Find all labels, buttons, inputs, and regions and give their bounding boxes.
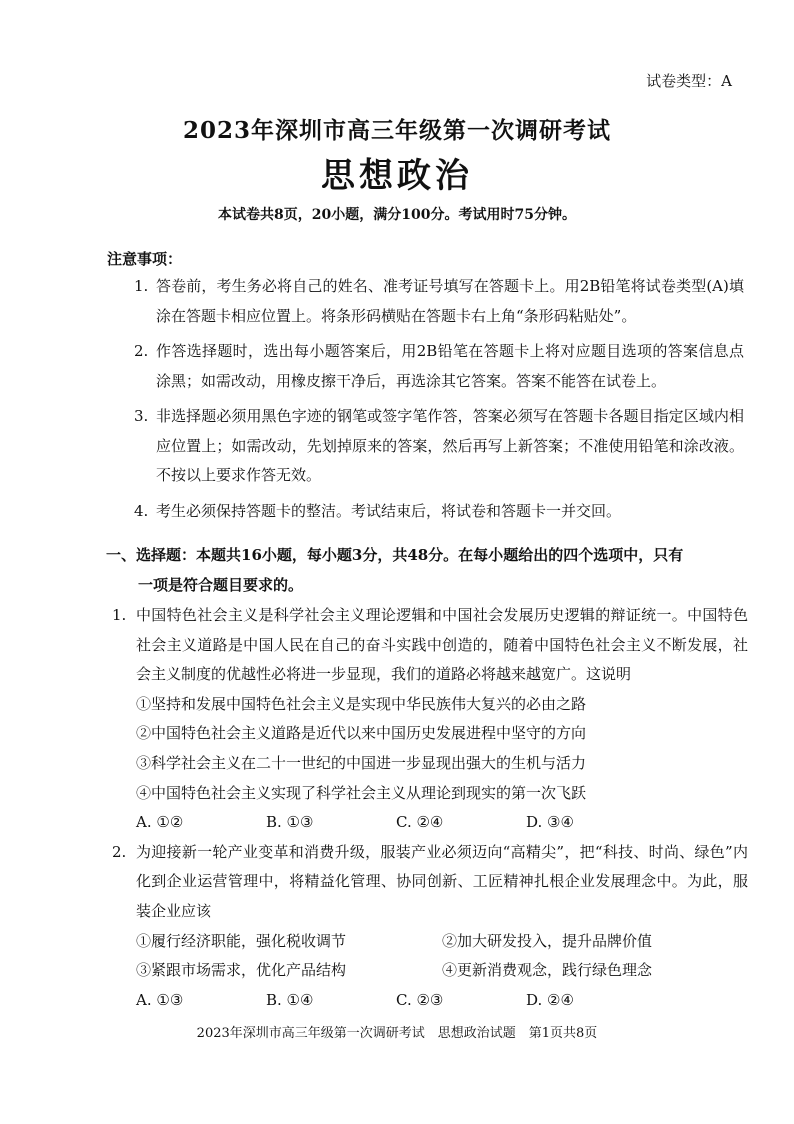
question-1 (112, 601, 748, 838)
notice-item (134, 497, 744, 527)
question-number: 2. (112, 842, 127, 861)
question-stem: 为迎接新一轮产业变革和消费升级，服装产业必须迈向“高精尖”，把“科技、时尚、绿色”内化到企业运营管理中，将精益化管理、协同创新、工匠精神扎根企业发展理念中。为此，服装企业应该 (136, 842, 748, 920)
statement: ②加大研发投入，提升品牌价值 (442, 931, 653, 950)
notice-item (134, 402, 744, 491)
notice-heading: 注意事项： (107, 250, 183, 268)
statement: ④更新消费观念，践行绿色理念 (442, 961, 653, 980)
statement: ③紧跟市场需求，优化产品结构 (136, 961, 347, 980)
notice-number: 2. (134, 342, 149, 360)
question-body (136, 601, 748, 838)
section-line: 一项是符合题目要求的。 (138, 576, 304, 594)
question-body (136, 838, 748, 1016)
option-c: C. ②③ (396, 990, 444, 1009)
notice-text: 答卷前，考生务必将自己的姓名、准考证号填写在答题卡上。用2B铅笔将试卷类型(A)填涂在答题卡相应位置上。将条形码横贴在答题卡右上角“条形码粘贴处”。 (156, 277, 744, 325)
option-b: B. ①④ (266, 990, 314, 1009)
answer-options (136, 986, 656, 1016)
option-b: B. ①③ (266, 813, 314, 832)
notice-number: 4. (134, 501, 149, 520)
question-number: 1. (112, 606, 127, 624)
question-stem: 中国特色社会主义是科学社会主义理论逻辑和中国社会发展历史逻辑的辩证统一。中国特色社会主义道路是中国人民在自己的奋斗实践中创造的，随着中国特色社会主义不断发展，社会主义制度的优越性必将进一步显现，我们的道路必将越来越宽广。这说明 (136, 606, 748, 684)
notice-list (134, 272, 744, 532)
notice-text: 作答选择题时，选出每小题答案后，用2B铅笔在答题卡上将对应题目选项的答案信息点涂黑；如需改动，用橡皮擦干净后，再选涂其它答案。答案不能答在试卷上。 (156, 342, 744, 390)
option-a: A. ①② (136, 813, 184, 832)
section-heading (106, 540, 746, 600)
page-footer: 2023年深圳市高三年级第一次调研考试 思想政治试题 第1页共8页 (196, 1026, 598, 1041)
notice-text: 考生必须保持答题卡的整洁。考试结束后，将试卷和答题卡一并交回。 (156, 501, 622, 520)
exam-info: 本试卷共8页，20小题，满分100分。考试用时75分钟。 (218, 207, 576, 223)
paper-type-label: 试卷类型：A (646, 72, 732, 90)
option-d: D. ②④ (526, 990, 574, 1009)
section-line: 一、选择题：本题共16小题，每小题3分，共48分。在每小题给出的四个选项中，只有 (106, 546, 684, 564)
notice-number: 3. (134, 407, 149, 425)
statement: ②中国特色社会主义道路是近代以来中国历史发展进程中坚守的方向 (136, 724, 587, 743)
question-list (112, 601, 748, 1015)
statement: ④中国特色社会主义实现了科学社会主义从理论到现实的第一次飞跃 (136, 783, 587, 802)
answer-options (136, 808, 656, 838)
notice-item (134, 272, 744, 331)
option-c: C. ②④ (396, 813, 444, 832)
option-d: D. ③④ (526, 813, 574, 832)
statement: ①坚持和发展中国特色社会主义是实现中华民族伟大复兴的必由之路 (136, 694, 587, 713)
option-a: A. ①③ (136, 990, 184, 1009)
statement-pairs (136, 927, 748, 986)
notice-text: 非选择题必须用黑色字迹的钢笔或签字笔作答，答案必须写在答题卡各题目指定区域内相应位置上；如需改动，先划掉原来的答案，然后再写上新答案；不准使用铅笔和涂改液。不按以上要求作答无效。 (156, 407, 744, 484)
question-2 (112, 838, 748, 1016)
notice-number: 1. (134, 277, 149, 295)
notice-item (134, 337, 744, 396)
statement: ①履行经济职能，强化税收调节 (136, 931, 347, 950)
statement: ③科学社会主义在二十一世纪的中国进一步显现出强大的生机与活力 (136, 753, 587, 772)
exam-title: 2023年深圳市高三年级第一次调研考试 (182, 117, 611, 144)
subject-title: 思想政治 (321, 156, 473, 196)
